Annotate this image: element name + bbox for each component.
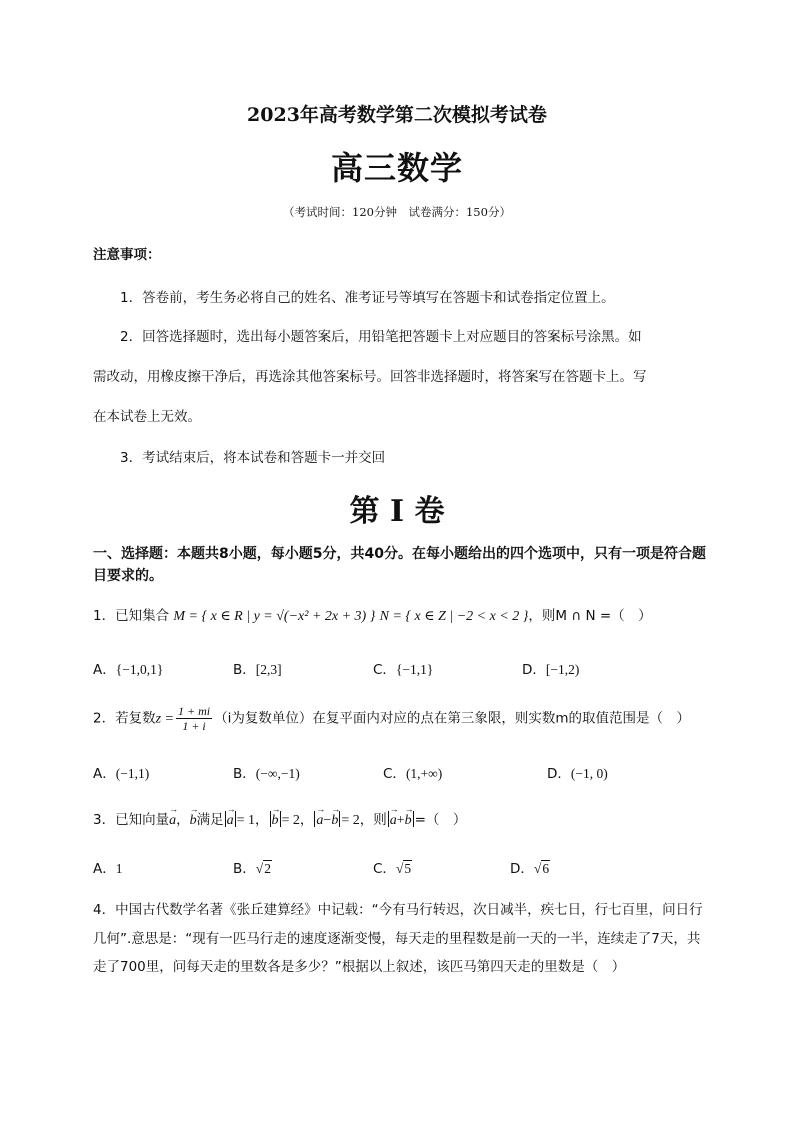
question-end: =（ ） bbox=[414, 812, 467, 828]
sqrt-symbol: √ bbox=[533, 861, 542, 876]
exam-title: 2023年高考数学第二次模拟考试卷 bbox=[247, 104, 547, 126]
option-A[interactable] bbox=[93, 762, 149, 782]
question-suffix: （i为复数单位）在复平面内对应的点在第三象限，则实数m的取值范围是（ ） bbox=[214, 710, 691, 727]
option-value: 1 bbox=[115, 861, 123, 876]
condition-3: = 2 bbox=[341, 813, 360, 828]
option-value: {−1,1} bbox=[395, 662, 434, 677]
abs-bar bbox=[314, 811, 315, 827]
question-3 bbox=[93, 808, 466, 829]
section-heading: 一、选择题：本题共8小题，每小题5分，共40分。在每小题给出的四个选项中，只有一项是符合题目要求的。 bbox=[93, 546, 706, 584]
option-label: B． bbox=[233, 662, 256, 678]
option-label: A． bbox=[93, 861, 116, 877]
option-label: A． bbox=[93, 662, 116, 678]
option-value: [−1,2) bbox=[545, 662, 580, 677]
option-C[interactable] bbox=[373, 857, 412, 877]
question-tail: ，则 bbox=[359, 812, 387, 828]
option-B[interactable] bbox=[233, 857, 272, 877]
option-label: C． bbox=[383, 766, 406, 782]
vector-a: → a bbox=[169, 813, 176, 829]
option-value: [2,3] bbox=[255, 662, 282, 677]
note-item-3: 3．考试结束后，将本试卷和答题卡一并交回 bbox=[120, 450, 386, 466]
vector-b: → b bbox=[190, 813, 197, 829]
complex-z-equals: z = bbox=[155, 711, 174, 727]
question-prefix: 若复数 bbox=[115, 710, 156, 727]
option-A[interactable] bbox=[93, 857, 123, 877]
minus-sign: − bbox=[323, 813, 332, 828]
question-1 bbox=[93, 604, 652, 625]
option-label: D． bbox=[522, 662, 546, 678]
option-C[interactable] bbox=[383, 762, 442, 782]
option-value: 2 bbox=[264, 861, 271, 876]
option-value: 5 bbox=[404, 861, 412, 876]
exam-info: （考试时间：120分钟 试卷满分：150分） bbox=[283, 205, 511, 219]
question-number: 1． bbox=[93, 608, 116, 624]
vector-a: → a bbox=[390, 813, 397, 829]
question-mid: 满足 bbox=[196, 812, 224, 828]
option-label: C． bbox=[373, 861, 396, 877]
plus-sign: + bbox=[396, 813, 405, 828]
option-value: (−1,1) bbox=[115, 766, 150, 781]
option-label: D． bbox=[547, 766, 571, 782]
option-label: B． bbox=[233, 766, 256, 782]
question-4: 4．中国古代数学名著《张丘建算经》中记载：“今有马行转迟，次日减半，疾七日，行七百里，问日行几何”.意思是：“现有一匹马行走的速度逐渐变慢，每天走的里程数是前一天的一半，连续走了7天，共走了700里，问每天走的里数各是多少？”根据以上叙述，该匹马第四天走的里数是（ ） bbox=[93, 902, 703, 975]
option-label: B． bbox=[233, 861, 256, 877]
option-D[interactable] bbox=[522, 658, 579, 678]
subject-title: 高三数学 bbox=[330, 149, 463, 187]
option-value: {−1,0,1} bbox=[115, 662, 164, 677]
vector-b: → b bbox=[331, 813, 338, 829]
note-item-2-line-3: 在本试卷上无效。 bbox=[93, 409, 201, 425]
notes-heading: 注意事项： bbox=[93, 247, 161, 263]
abs-bar bbox=[388, 811, 389, 827]
note-item-2-line-1: 2．回答选择题时，选出每小题答案后，用铅笔把答题卡上对应题目的答案标号涂黑。如 bbox=[120, 329, 642, 345]
vector-b: → b bbox=[405, 813, 412, 829]
fraction bbox=[176, 704, 212, 733]
fraction-numerator: 1 + mi bbox=[178, 704, 211, 718]
option-label: D． bbox=[510, 861, 534, 877]
question-prefix: 已知向量 bbox=[115, 812, 170, 828]
question-number: 2． bbox=[93, 710, 116, 727]
option-C[interactable] bbox=[373, 658, 433, 678]
sqrt-symbol: √ bbox=[395, 861, 404, 876]
comma: ， bbox=[299, 812, 314, 828]
note-item-1: 1．答卷前，考生务必将自己的姓名、准考证号等填写在答题卡和试卷指定位置上。 bbox=[120, 290, 615, 306]
option-D[interactable] bbox=[510, 857, 550, 877]
option-D[interactable] bbox=[547, 762, 608, 782]
set-M-definition: M = { x ∈ R | y = √(−x² + 2x + 3) } bbox=[173, 609, 376, 624]
question-2 bbox=[93, 704, 690, 733]
option-value: 6 bbox=[542, 861, 550, 876]
fraction-denominator: 1 + i bbox=[182, 719, 206, 733]
option-B[interactable] bbox=[233, 658, 282, 678]
question-number: 3． bbox=[93, 812, 116, 828]
question-suffix: ，则M ∩ N =（ ） bbox=[528, 608, 652, 624]
note-item-2-line-2: 需改动，用橡皮擦干净后，再选涂其他答案标号。回答非选择题时，将答案写在答题卡上。写 bbox=[93, 369, 647, 385]
comma: ， bbox=[255, 812, 269, 828]
vector-a: → a bbox=[316, 813, 323, 829]
option-value: (−1, 0) bbox=[570, 766, 608, 781]
option-value: (1,+∞) bbox=[405, 766, 443, 781]
comma: ， bbox=[176, 812, 190, 828]
vector-b: → b bbox=[272, 813, 279, 829]
option-label: C． bbox=[373, 662, 396, 678]
abs-bar bbox=[225, 811, 226, 827]
vector-a: → a bbox=[227, 813, 234, 829]
volume-title: 第 I 卷 bbox=[349, 494, 445, 529]
condition-1: = 1 bbox=[236, 813, 255, 828]
option-label: A． bbox=[93, 766, 116, 782]
sqrt-symbol: √ bbox=[255, 861, 264, 876]
option-B[interactable] bbox=[233, 762, 300, 782]
option-A[interactable] bbox=[93, 658, 163, 678]
question-prefix: 已知集合 bbox=[115, 608, 170, 624]
abs-bar bbox=[270, 811, 271, 827]
condition-2: = 2 bbox=[281, 813, 300, 828]
set-N-definition: N = { x ∈ Z | −2 < x < 2 } bbox=[379, 609, 529, 624]
option-value: (−∞,−1) bbox=[255, 766, 300, 781]
